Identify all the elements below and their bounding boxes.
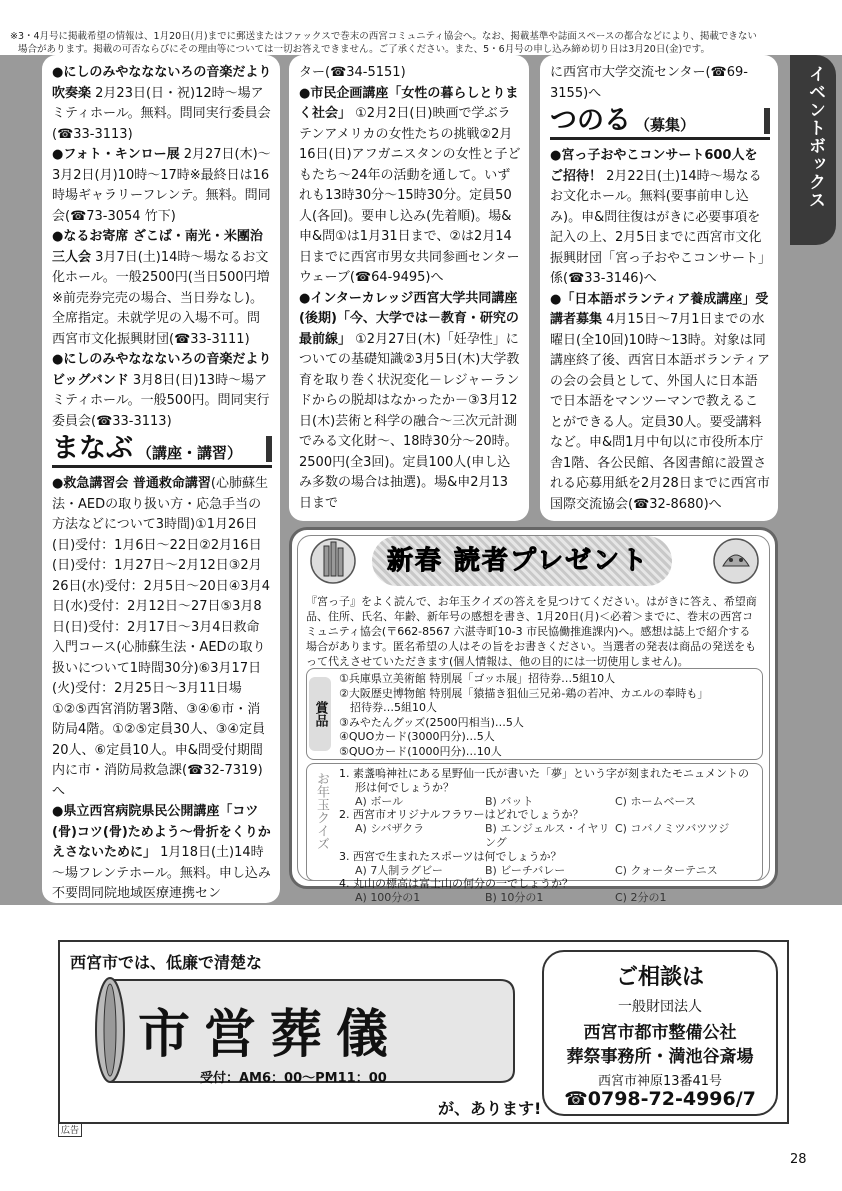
funeral-ad	[58, 940, 789, 1124]
kadomatsu-icon	[308, 536, 358, 586]
event-item: ●にしのみやななないろの音楽だよりビッグバンド 3月8日(日)13時～場アミティホール。一般500円。問同実行委員会(☎33-3113)	[52, 352, 272, 429]
ad-address: 西宮市神原13番41号	[597, 1074, 723, 1089]
quiz-list	[339, 767, 759, 905]
event-item: ●インターカレッジ西宮大学共同講座(後期)「今、大学では－教育・研究の最前線」 ①2月27日(木)「妊孕性」についての基礎知識②3月5日(木)大学教育を取り巻く状況変化－レジャーランドからの脱却はなかったか－③3月12日(木)芸術と科学の融合～三次元計測でみる文化財～、18時30分～20時。2500円(全3回)。定員100人(申し込み多数の場合は抽選)。場&申2月13日まで	[299, 290, 520, 511]
ad-title: 市営葬儀	[138, 1004, 403, 1065]
notice-line-1: ※3・4月号に掲載希望の情報は、1月20日(月)までに郵送またはファックスで巻末の西宮コミュニティ協会へ。なお、掲載基準や誌面スペースの都合などにより、掲載できない	[10, 31, 757, 42]
prize-item: ③みやたんグッズ(2500円相当)…5人	[339, 715, 524, 729]
event-item: に西宮市大学交流センター(☎69-3155)へ	[550, 65, 748, 101]
ad-phone: ☎0798-72-4996/7	[564, 1088, 756, 1110]
quiz-box	[306, 763, 763, 905]
section-bar	[266, 436, 272, 462]
quiz-question: 2. 西宮市オリジナルフラワーはどれでしょうか？	[339, 808, 584, 822]
prize-list-box	[306, 668, 763, 760]
reader-present-box	[289, 527, 778, 905]
event-box-tab-label: イベントボックス	[805, 65, 825, 209]
event-item: ●宮っ子おやこコンサート600人をご招待！ 2月22日(土)14時～場なるお文化ホール。無料(要事前申し込み)。申&問往復はがきに必要事項を記入の上、2月5日までに西宮市文化振興財団「宮っ子おやこコンサート」係(☎33-3146)へ	[550, 148, 765, 286]
section-title: つのる	[550, 105, 631, 136]
notice-text	[10, 30, 830, 56]
event-item: ●県立西宮病院県民公開講座「コツ(骨)コツ(骨)ためよう～骨折をくりかえさないために」 1月18日(土)14時～場フレンテホール。無料。申し込み不要問同院地域医療連携セン	[52, 804, 271, 901]
prize-item: ②大阪歴史博物館 特別展「猿描き狙仙三兄弟-鶏の若冲、カエルの奉時も」	[339, 686, 709, 700]
quiz-label: お年玉クイズ	[314, 772, 329, 850]
column-middle	[289, 55, 529, 521]
event-item: ●フォト・キンロー展 2月27日(木)～3月2日(月)10時～17時※最終日は16時場ギャラリーフレンテ。無料。問同会(☎73-3054 竹下)	[52, 147, 271, 224]
ad-org-office: 葬祭事務所・満池谷斎場	[566, 1047, 754, 1067]
quiz-answers: A) シバザクラ B) エンジェルス・イヤリング C) コバノミツバツツジ	[355, 822, 730, 849]
section-heading-tsunoru	[550, 106, 770, 140]
quiz-answers: A) 7人制ラグビー B) ビーチバレー C) クォーターテニス	[355, 863, 718, 877]
section-subtitle: （募集）	[635, 116, 696, 134]
event-item: ●にしのみやななないろの音楽だより吹奏楽 2月23日(日・祝)12時～場アミティホール。無料。問同実行委員会(☎33-3113)	[52, 65, 272, 142]
page-number: 28	[790, 1152, 807, 1167]
prize-item: 招待券…5組10人	[339, 701, 437, 715]
shishimai-icon	[711, 536, 761, 586]
ad-consult-heading: ご相談は	[615, 965, 704, 990]
ad-org-type: 一般財団法人	[618, 999, 702, 1015]
ad-tagline: が、あります!	[438, 1099, 542, 1118]
prize-list	[339, 672, 708, 760]
quiz-question: 1. 素盞嗚神社にある星野仙一氏が書いた「夢」という字が刻まれたモニュメントの	[339, 767, 749, 780]
prize-label: 賞品	[309, 677, 331, 751]
section-heading-manabu	[52, 434, 272, 468]
event-item: ●「日本語ボランティア養成講座」受講者募集 4月15日～7月1日までの水曜日(全10回)10時～13時。対象は同講座終了後、西宮日本語ボランティアの会の会員として、外国人に日本語で日本語をマンツーマンで教えることができる人。定員30人。要受講料など。申&問1月中旬以に市役所本庁舎1階、各公民館、各図書館に設置される応募用紙を2月28日までに西宮市国際交流協会(☎32-8680)へ	[550, 291, 770, 512]
section-title: まなぶ	[52, 433, 133, 464]
section-subtitle: （講座・講習）	[137, 444, 243, 462]
event-item: ター(☎34-5151)	[299, 65, 406, 80]
present-instructions: 『宮っ子』をよく読んで、お年玉クイズの答えを見つけてください。はがきに答え、希望商品、住所、氏名、年齢、新年号の感想を書き、1月20日(月)＜必着＞までに、巻末の西宮コミュニティ協会(〒662-8567 六湛寺町10-3 市民協働推進課内)へ。感想は誌上で紹介する場合があります。匿名希望の人はその旨をお書きください。当選者の発表は商品の発送をもって代えさせていただきます(個人情報は、他の目的には一切使用しません)。	[306, 595, 757, 668]
prize-item: ④QUOカード(3000円分)…5人	[339, 730, 495, 744]
column-right	[540, 55, 778, 521]
ad-org-name: 西宮市都市整備公社	[583, 1023, 737, 1043]
event-item: ●市民企画講座「女性の暮らしとりまく社会」 ①2月2日(日)映画で学ぶラテンアメリカの女性たちの挑戦②2月16日(日)アフガニスタンの女性と子どもたち～24年の活動を通して。いずれも13時30分～15時30分。定員50人(各回)。要申し込み(先着順)。場&申&問①は1月31日まで、②は2月14日までに西宮市男女共同参画センターウェーブ(☎64-9495)へ	[299, 85, 521, 285]
quiz-question-cont: 形は何でしょうか？	[355, 780, 454, 794]
quiz-answers: A) ボール B) バット C) ホームベース	[355, 794, 696, 808]
ad-hours: 受付：AM6：00～PM11：00	[200, 1071, 387, 1086]
ad-contact-box	[542, 950, 778, 1116]
present-banner-title: 新春 読者プレゼント	[387, 546, 650, 576]
ad-headline: 西宮市では、低廉で清楚な	[70, 953, 263, 972]
column-left	[42, 55, 280, 903]
section-bar	[764, 108, 770, 134]
ad-label: 広告	[58, 1122, 82, 1137]
quiz-question: 3. 西宮で生まれたスポーツは何でしょうか？	[339, 849, 562, 863]
notice-line-2: 場合があります。掲載の可否ならびにその理由等については一切お答えできません。ご了承ください。また、5・6月号の申し込み締め切り日は3月20日(金)です。	[18, 44, 710, 55]
quiz-answers: A) 100分の1 B) 10分の1 C) 2分の1	[355, 891, 667, 905]
quiz-question: 4. 丸山の標高は富士山の何分の一でしょうか？	[339, 877, 573, 891]
event-item: ●なるお寄席 ざこば・南光・米團治三人会 3月7日(土)14時～場なるお文化ホール。一般2500円(当日500円増※前売券完売の場合、当日券なし)。全席指定。未就学児の入場不可。問西宮市文化振興財団(☎33-3111)	[52, 229, 270, 347]
prize-item: ⑤QUOカード(1000円分)…10人	[339, 744, 502, 758]
event-item: ●救急講習会 普通救命講習(心肺蘇生法・AEDの取り扱い方・応急手当の方法などについて3時間)①1月26日(日)受付：1月6日～22日②2月16日(日)受付：1月27日～2月12日③2月26日(水)受付：2月5日～20日④3月4日(水)受付：2月12日～27日⑤3月8日(日)受付：2月17日～3月4日救命入門コース(心肺蘇生法・AEDの取り扱いについて1時間30分)⑥3月17日(火)受付：2月25日～3月11日場①②⑤西宮消防署3階、③④⑥市・消防局4階。①②⑤定員30人、③④定員20人、⑥定員10人。申&問受付期間内に市・消防局救急課(☎32-7319)へ	[52, 476, 270, 799]
prize-item: ①兵庫県立美術館 特別展「ゴッホ展」招待券…5組10人	[339, 672, 616, 685]
